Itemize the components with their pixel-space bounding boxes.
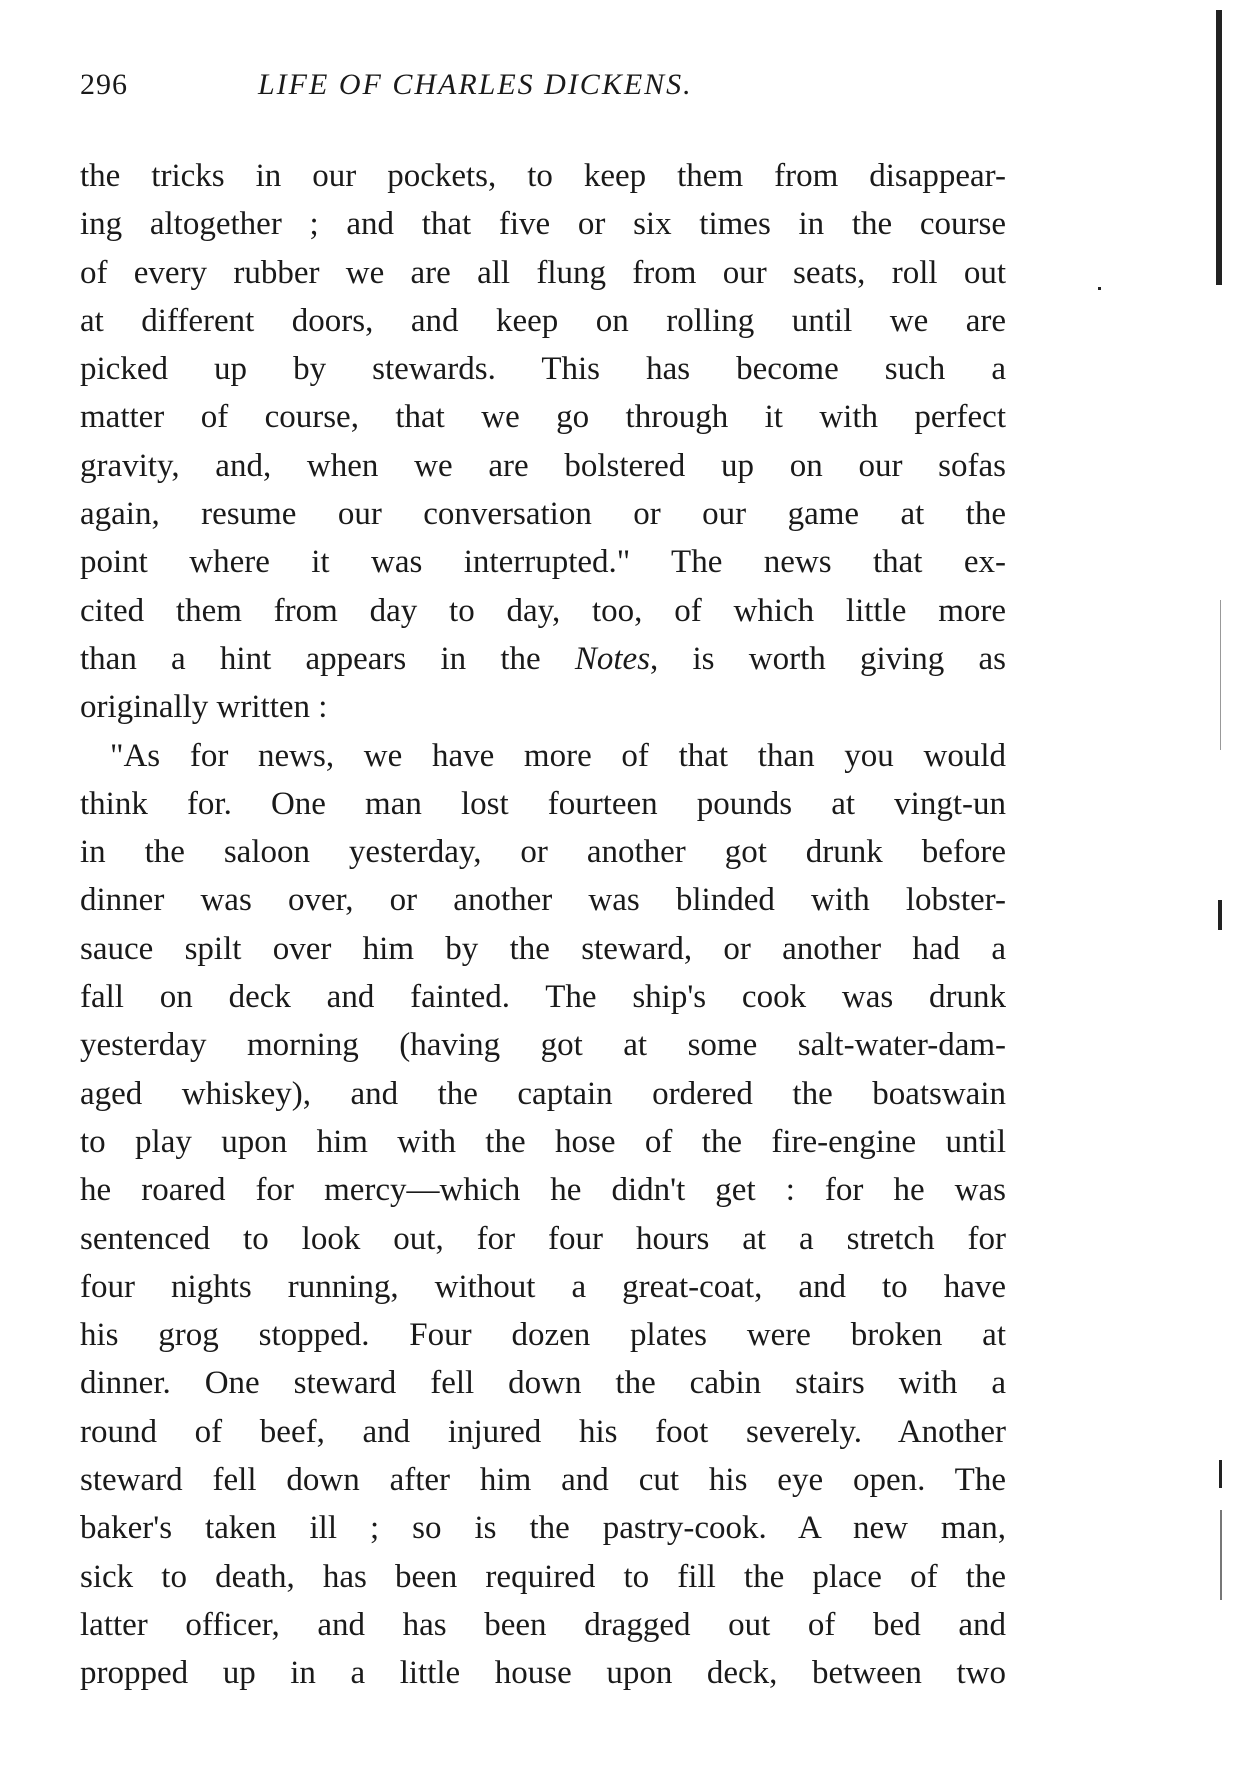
text-line: the tricks in our pockets, to keep them from disappear- xyxy=(80,158,1006,194)
text-line-notes xyxy=(80,635,1006,683)
text-line: matter of course, that we go through it with perfect xyxy=(80,399,1006,436)
text-segment: , is worth giving as xyxy=(650,640,1006,677)
text-line: gravity, and, when we are bolstered up on our sofas xyxy=(80,447,1006,484)
text-line: cited them from day to day, too, of which little more xyxy=(80,592,1006,629)
text-line: propped up in a little house upon deck, between two xyxy=(80,1655,1006,1692)
text-line: sauce spilt over him by the steward, or another had a xyxy=(80,930,1006,967)
scan-edge-mark xyxy=(1218,900,1222,930)
text-line: yesterday morning (having got at some salt-water-dam- xyxy=(80,1027,1006,1064)
text-line: ing altogether ; and that five or six times in the course xyxy=(80,206,1006,243)
text-line: of every rubber we are all flung from our seats, roll out xyxy=(80,254,1006,291)
body-text xyxy=(80,152,1006,1698)
scan-edge-mark xyxy=(1220,600,1221,750)
text-line: aged whiskey), and the captain ordered the boatswain xyxy=(80,1075,1006,1112)
text-line: steward fell down after him and cut his eye open. The xyxy=(80,1462,1006,1499)
text-line: sentenced to look out, for four hours at a stretch for xyxy=(80,1220,1006,1257)
page-number: 296 xyxy=(80,68,128,101)
scan-edge-mark xyxy=(1219,1460,1222,1488)
text-line: he roared for mercy—which he didn't get : for he was xyxy=(80,1172,1006,1209)
notes-title-italic: Notes xyxy=(574,640,651,677)
text-line: fall on deck and fainted. The ship's cook was drunk xyxy=(80,979,1006,1016)
text-line: his grog stopped. Four dozen plates were broken at xyxy=(80,1317,1006,1354)
text-segment: than a hint appears in the xyxy=(80,640,575,677)
text-line-paragraph-start: "As for news, we have more of that than you would xyxy=(110,737,1006,774)
text-line: again, resume our conversation or our game at the xyxy=(80,496,1006,533)
text-line: in the saloon yesterday, or another got drunk before xyxy=(80,834,1006,871)
scan-edge-mark xyxy=(1220,1510,1222,1600)
text-line: dinner. One steward fell down the cabin stairs with a xyxy=(80,1365,1006,1402)
text-line: round of beef, and injured his foot severely. Another xyxy=(80,1413,1006,1450)
text-line: to play upon him with the hose of the fire-engine until xyxy=(80,1123,1006,1160)
text-line: think for. One man lost fourteen pounds at vingt-un xyxy=(80,785,1006,822)
text-line: picked up by stewards. This has become such a xyxy=(80,351,1006,388)
scan-dot xyxy=(1098,287,1101,290)
running-head: LIFE OF CHARLES DICKENS. xyxy=(258,68,693,101)
page-header xyxy=(80,68,1010,118)
text-line: four nights running, without a great-coat, and to have xyxy=(80,1268,1006,1305)
text-line: at different doors, and keep on rolling until we are xyxy=(80,302,1006,339)
text-line: point where it was interrupted." The news that ex- xyxy=(80,544,1006,581)
text-line: baker's taken ill ; so is the pastry-cook. A new man, xyxy=(80,1510,1006,1547)
text-line: latter officer, and has been dragged out of bed and xyxy=(80,1606,1006,1643)
text-line: dinner was over, or another was blinded with lobster- xyxy=(80,882,1006,919)
text-line: originally written : xyxy=(80,689,328,726)
text-line: sick to death, has been required to fill the place of the xyxy=(80,1558,1006,1595)
scan-edge-mark xyxy=(1216,10,1222,285)
